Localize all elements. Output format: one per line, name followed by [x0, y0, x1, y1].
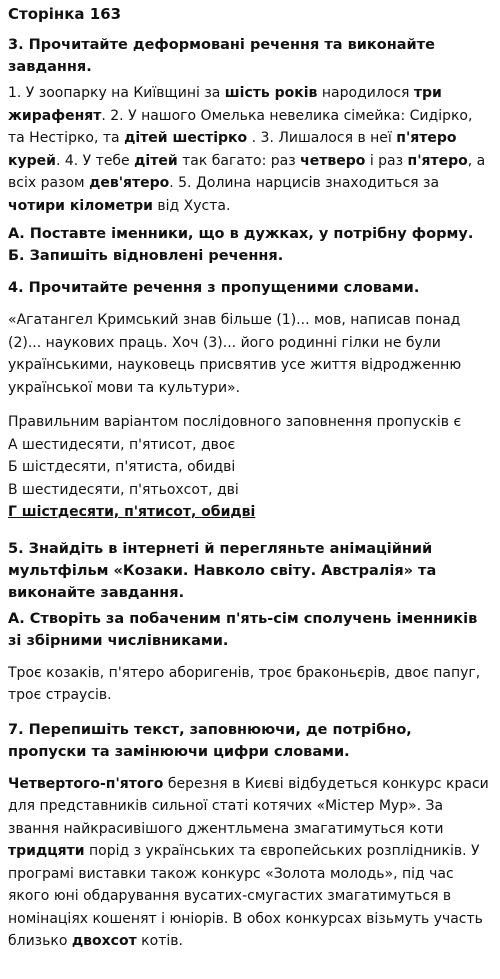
- task4-options: [8, 411, 492, 524]
- task3-text-run: . 4. У тебе: [55, 152, 135, 169]
- task7-text: [8, 773, 492, 953]
- task3-text-run: четверо: [300, 152, 366, 169]
- task3-text-run: народилося: [317, 85, 414, 101]
- page-title: Сторінка 163: [8, 5, 122, 23]
- task7-text-run: березня в Києві відбудеться конкурс краси для представників сильної статі котячих «Містер Мур». За звання найкрасивішого джентльмена змагатимуться коти: [8, 775, 489, 837]
- task3-text-run: . 3. Лишалося в неї: [247, 130, 397, 146]
- task3-text-run: дев'ятеро: [89, 175, 170, 191]
- task5-answer: Троє козаків, п'ятеро аборигенів, троє браконьєрів, двоє папуг, троє страусів.: [8, 664, 481, 703]
- task3-text-run: п'ятеро: [407, 152, 468, 169]
- task3-text-run: і раз: [365, 152, 408, 169]
- task7-text-run: Четвертого-п'ятого: [8, 775, 164, 792]
- task3-text: [8, 82, 492, 217]
- task3-text-run: . 2. У нашого Омелька невелика сімейка: Сидірко, та Нестірко, та: [8, 107, 473, 146]
- task4-option-a: А шестидесяти, п'ятисот, двоє: [8, 436, 236, 453]
- task3-text-run: дітей шестірко: [124, 130, 248, 146]
- task3-title: 3. Прочитайте деформовані речення та виконайте завдання.: [8, 37, 435, 75]
- task4-option-b: Б шістдесяти, п'ятиста, обидві: [8, 459, 236, 475]
- task3-text-run: дітей: [134, 152, 178, 169]
- task4-answer: Г шістдесяти, п'ятисот, обидві: [8, 504, 256, 520]
- task5-title: 5. Знайдіть в інтернеті й перегляньте анімаційний мультфільм «Козаки. Навколо світу. Австралія» та виконайте завдання.: [8, 540, 437, 601]
- task3-text-run: чотири кілометри: [8, 197, 153, 214]
- task7-text-run: котів.: [136, 933, 183, 949]
- task5-sub-a: А. Створіть за побаченим п'ять-сім сполучень іменників зі збірними числівниками.: [8, 610, 478, 649]
- task3-sub-b: Б. Запишіть відновлені речення.: [8, 248, 284, 264]
- task4-title: 4. Прочитайте речення з пропущеними словами.: [8, 280, 420, 296]
- task4-option-c: В шестидесяти, п'ятьохсот, дві: [8, 481, 239, 498]
- task7-text-run: двохсот: [71, 933, 137, 949]
- task3-text-run: від Хуста.: [152, 197, 231, 214]
- task3-text-run: шість років: [224, 85, 318, 101]
- task7-title: 7. Перепишіть текст, заповнюючи, де потрібно, пропуски та замінюючи цифри словами.: [8, 721, 412, 760]
- task4-question: Правильним варіантом послідовного заповнення пропусків є: [8, 414, 462, 430]
- task4-quote: «Агатангел Кримський знав більше (1)... мов, написав понад (2)... наукових праць. Хоч (3)... його родинні гілки не були українськими, науковець присвятив усе життя відродженню української мови та культури».: [8, 312, 462, 396]
- task7-text-run: тридцяти: [8, 843, 85, 859]
- task3-text-run: три жирафенят: [8, 85, 442, 124]
- task3-text-run: 1. У зоопарку на Київщині за: [8, 85, 225, 101]
- task3-text-run: , а всіх разом: [8, 152, 486, 191]
- task7-text-run: порід з українських та європейських розплідників. У програмі виставки також конкурс «Золота молодь», під час якого юні обдарування вусатих-смугастих змагатимуться в номінаціях кошенят і юніорів. В обох конкурсах візьмуть участь близько: [8, 843, 483, 949]
- task3-text-run: . 5. Долина нарцисів знаходиться за: [169, 175, 440, 191]
- task3-text-run: п'ятеро курей: [8, 130, 457, 169]
- task3-text-run: так багато: раз: [177, 152, 301, 169]
- task3-sub-a: А. Поставте іменники, що в дужках, у потрібну форму.: [8, 226, 474, 242]
